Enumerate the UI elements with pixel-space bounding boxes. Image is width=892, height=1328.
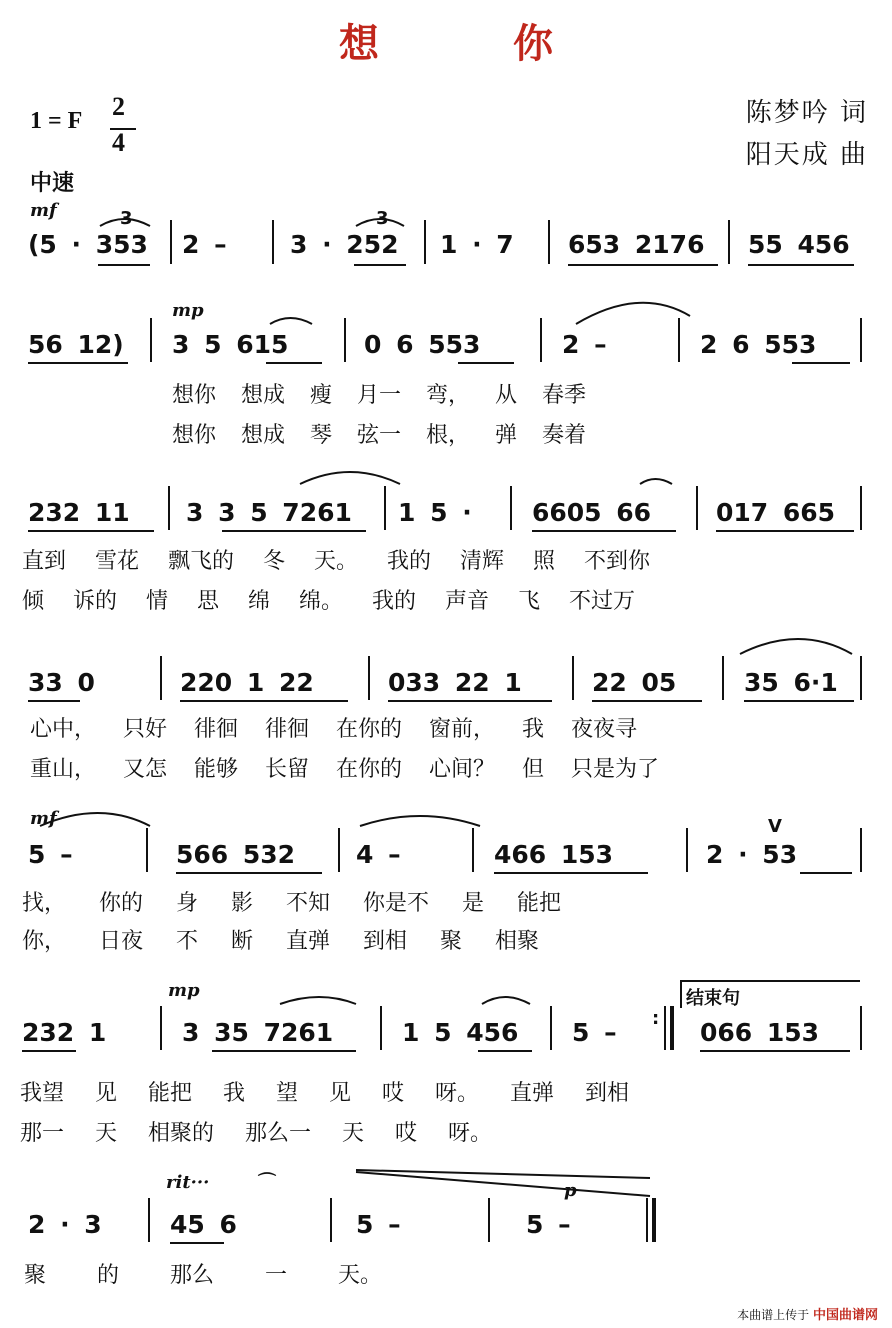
measure-notes: 6605 66 xyxy=(532,498,652,527)
measure-notes: 220 1 22 xyxy=(180,668,314,697)
lyric-verse-1: 找， 你的 身 影 不知 你是不 是 能把 xyxy=(22,891,561,916)
measure-notes: 55 456 xyxy=(748,230,850,259)
time-signature-bottom: 4 xyxy=(112,128,125,157)
lyric-verse-1: 聚 的 那么 一 天。 xyxy=(24,1263,382,1288)
lyric-verse-2: 那一 天 相聚的 那么一 天 哎 呀。 xyxy=(20,1121,492,1146)
measure-notes: 466 153 xyxy=(494,840,614,869)
measure-notes: 566 532 xyxy=(176,840,296,869)
tempo-marking: 中速 xyxy=(30,171,75,196)
lyric-verse-1: 心中， 只好 徘徊 徘徊 在你的 窗前， 我 夜夜寻 xyxy=(30,717,637,742)
measure-notes: 5 – xyxy=(356,1210,401,1239)
slur xyxy=(270,318,312,324)
measure-notes: 232 1 xyxy=(22,1018,107,1047)
dynamic-p: p xyxy=(564,1180,577,1201)
lyric-verse-2: 你， 日夜 不 断 直弹 到相 聚 相聚 xyxy=(22,929,539,954)
measure-notes: 5 – xyxy=(28,840,73,869)
dynamic-mf: mf xyxy=(30,200,57,221)
lyric-verse-2: 重山， 又怎 能够 长留 在你的 心间？ 但 只是为了 xyxy=(30,757,659,782)
lyric-verse-1: 我望 见 能把 我 望 见 哎 呀。 直弹 到相 xyxy=(20,1081,629,1106)
slur xyxy=(576,303,690,324)
measure-notes: 5 – xyxy=(572,1018,617,1047)
measure-notes: 35 6·1 xyxy=(744,668,838,697)
time-signature-top: 2 xyxy=(112,92,125,121)
measure-notes: 22 05 xyxy=(592,668,677,697)
lyric-verse-1: 想你 想成 瘦 月一 弯， 从 春季 xyxy=(172,383,586,408)
measure-notes: 5 – xyxy=(526,1210,571,1239)
slur xyxy=(100,219,150,226)
slur xyxy=(640,479,672,484)
measure-notes: 232 11 xyxy=(28,498,130,527)
song-title: 想 你 xyxy=(339,20,613,67)
measure-notes: 1 · 7 xyxy=(440,230,514,259)
site-brand: 中国曲谱网 xyxy=(812,1308,878,1323)
slur xyxy=(300,472,400,484)
measure-notes: 3 35 7261 xyxy=(182,1018,334,1047)
ending-label: 结束句 xyxy=(686,988,740,1009)
measure-notes: 2 – xyxy=(182,230,227,259)
measure-notes: 653 2176 xyxy=(568,230,705,259)
triplet-mark: 3 xyxy=(120,208,133,229)
measure-notes: 3 3 5 7261 xyxy=(186,498,352,527)
measure-notes: 45 6 xyxy=(170,1210,237,1239)
measure-notes: 1 5 456 xyxy=(402,1018,519,1047)
decrescendo-upper xyxy=(356,1170,650,1178)
lyric-verse-2: 想你 想成 琴 弦一 根， 弹 奏着 xyxy=(172,423,586,448)
measure-notes: 2 6 553 xyxy=(700,330,817,359)
measure-notes: 2 – xyxy=(562,330,607,359)
slur xyxy=(280,997,356,1004)
triplet-mark: 3 xyxy=(376,208,389,229)
ritardando-mark: rit··· xyxy=(166,1172,210,1193)
measure-notes: 066 153 xyxy=(700,1018,820,1047)
breath-mark: V xyxy=(768,816,782,837)
lyric-verse-2: 倾 诉的 情 思 绵 绵。 我的 声音 飞 不过万 xyxy=(22,589,635,614)
slur xyxy=(356,219,404,226)
measure-notes: 033 22 1 xyxy=(388,668,522,697)
measure-notes: 3 · 252 xyxy=(290,230,399,259)
measure-notes: 4 – xyxy=(356,840,401,869)
measure-notes: 3 5 615 xyxy=(172,330,289,359)
measure-notes: 0 6 553 xyxy=(364,330,481,359)
measure-notes: (5 · 353 xyxy=(28,230,148,259)
measure-notes: 017 665 xyxy=(716,498,836,527)
lyric-verse-1: 直到 雪花 飘飞的 冬 天。 我的 清辉 照 不到你 xyxy=(22,549,650,574)
dynamic-mp: mp xyxy=(168,980,200,1001)
slur xyxy=(482,997,530,1004)
footer-text: 本曲谱上传于 xyxy=(737,1308,810,1322)
measure-notes: 2 · 53 xyxy=(706,840,798,869)
measure-notes: 56 12) xyxy=(28,330,124,359)
decrescendo-lower xyxy=(356,1172,650,1196)
slur xyxy=(40,813,150,826)
slur xyxy=(740,639,852,654)
dynamic-mp: mp xyxy=(172,300,204,321)
lyricist-credit: 陈梦吟 词 xyxy=(745,98,868,128)
composer-credit: 阳天成 曲 xyxy=(745,140,868,170)
repeat-dots: : xyxy=(652,1008,660,1029)
measure-notes: 1 5 · xyxy=(398,498,472,527)
key-signature: 1 = F xyxy=(30,108,83,134)
source-footer xyxy=(737,1304,878,1323)
fermata-mark: ⌒ xyxy=(258,1172,276,1193)
dynamic-mf: mf xyxy=(30,808,57,829)
slur xyxy=(360,816,480,826)
measure-notes: 33 0 xyxy=(28,668,95,697)
measure-notes: 2 · 3 xyxy=(28,1210,102,1239)
